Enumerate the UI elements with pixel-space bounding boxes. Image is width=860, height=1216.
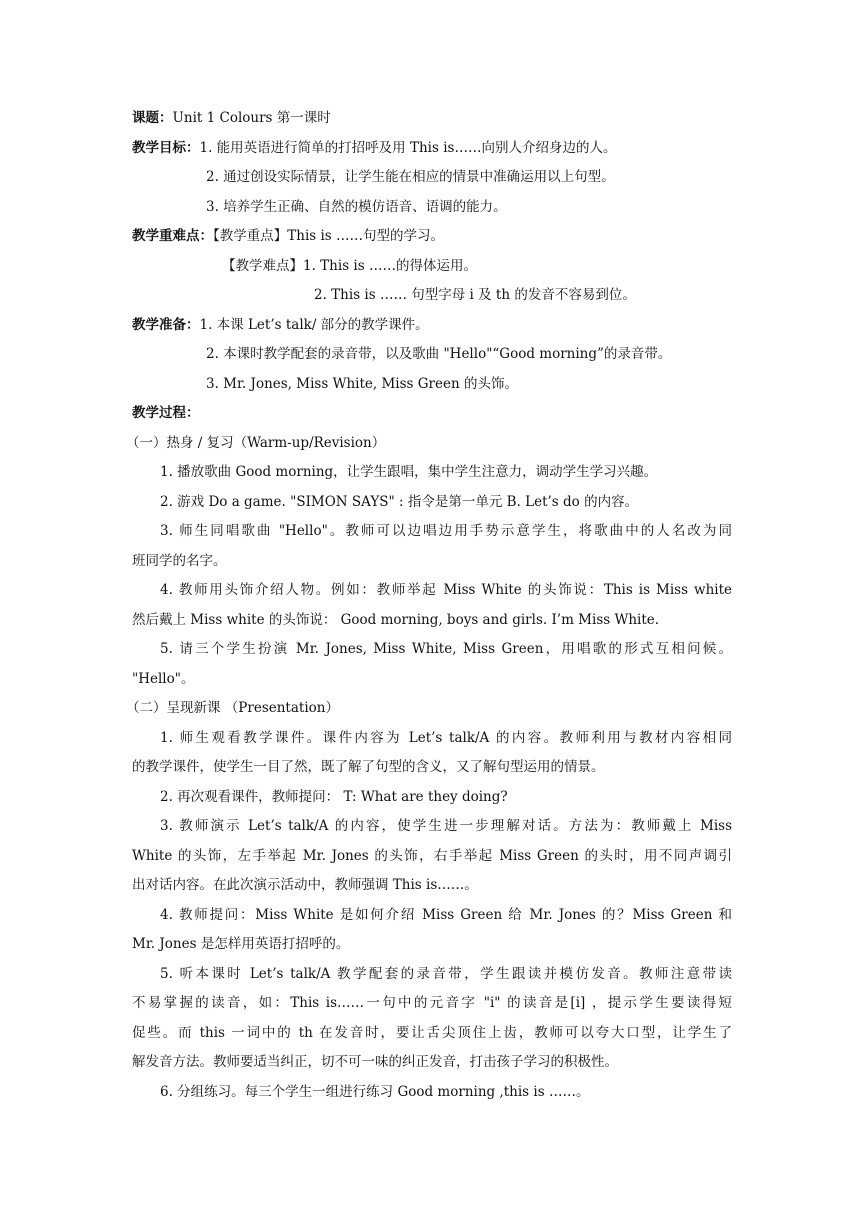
- difficulty-2: 2. This is …… 句型字母 i 及 th 的发音不容易到位。: [314, 287, 636, 303]
- preparation-label: 教学准备：: [132, 316, 200, 333]
- prep-item-1: [132, 311, 732, 341]
- paragraph-line: 出对话内容。在此次演示活动中，教师强调 This is……。: [132, 877, 478, 893]
- paragraph-line: "Hello"。: [132, 670, 195, 687]
- paragraph-line: 4. 教师用头饰介绍人物。例如：教师举起 Miss White 的头饰说：This is Miss white: [160, 582, 732, 598]
- paragraph-line: 然后戴上 Miss white 的头饰说： Good morning, boys and girls. I’m Miss White.: [132, 611, 660, 628]
- prep-text: 1. 本课 Let’s talk/ 部分的教学课件。: [199, 316, 429, 333]
- goal-text: 1. 能用英语进行简单的打招呼及用 This is……向别人介绍身边的人。: [199, 139, 617, 156]
- paragraph-line: 5. 请三个学生扮演 Mr. Jones, Miss White, Miss Green，用唱歌的形式互相问候。: [160, 641, 732, 657]
- paragraph-line: 解发音方法。教师要适当纠正，切不可一味的纠正发音，打击孩子学习的积极性。: [132, 1054, 618, 1070]
- paragraph-line: 3. 师生同唱歌曲 "Hello"。教师可以边唱边用手势示意学生，将歌曲中的人名改为同: [160, 523, 732, 539]
- goal-item-2: 2. 通过创设实际情景，让学生能在相应的情景中准确运用以上句型。: [206, 169, 615, 185]
- paragraph-line: 1. 播放歌曲 Good morning，让学生跟唱，集中学生注意力，调动学生学习兴趣。: [160, 464, 658, 480]
- paragraph-line: 促些。而 this 一词中的 th 在发音时，要让舌尖顶住上齿，教师可以夸大口型，让学生了: [132, 1024, 732, 1041]
- keypoints-focus: [132, 222, 732, 252]
- paragraph-line: 6. 分组练习。每三个学生一组进行练习 Good morning ,this is ……。: [160, 1083, 590, 1100]
- section-1-heading: （一）热身 / 复习（Warm-up/Revision）: [126, 434, 386, 451]
- goals-label: 教学目标：: [132, 139, 200, 156]
- goal-item-3: 3. 培养学生正确、自然的模仿语音、语调的能力。: [206, 198, 507, 215]
- difficulty-1: 【教学难点】1. This is ……的得体运用。: [222, 257, 477, 274]
- focus-text: 【教学重点】This is ……句型的学习。: [213, 228, 445, 244]
- paragraph-line: White 的头饰，左手举起 Mr. Jones 的头饰，右手举起 Miss Green 的头时，用不同声调引: [132, 847, 732, 864]
- paragraph-line: Mr. Jones 是怎样用英语打招呼的。: [132, 936, 350, 952]
- lesson-title: [132, 104, 732, 134]
- goal-item-1: [132, 134, 732, 164]
- paragraph-line: 5. 听本课时 Let’s talk/A 教学配套的录音带，学生跟读并模仿发音。教师注意带读: [160, 965, 732, 982]
- paragraph-line: 2. 再次观看课件，教师提问： T: What are they doing?: [160, 788, 508, 805]
- title-text: Unit 1 Colours 第一课时: [172, 110, 331, 126]
- paragraph-line: 2. 游戏 Do a game. "SIMON SAYS" : 指令是第一单元 B. Let’s do 的内容。: [160, 493, 639, 510]
- paragraph-line: 班同学的名字。: [132, 552, 227, 569]
- paragraph-line: 4. 教师提问：Miss White 是如何介绍 Miss Green 给 Mr. Jones 的？Miss Green 和: [160, 906, 732, 923]
- paragraph-line: 的教学课件，使学生一目了然，既了解了句型的含义，又了解句型运用的情景。: [132, 759, 605, 775]
- section-2-heading: （二）呈现新课 （Presentation）: [126, 700, 339, 716]
- paragraph-line: 1. 师生观看教学课件。课件内容为 Let’s talk/A 的内容。教师利用与教材内容相同: [160, 729, 732, 746]
- paragraph-line: 3. 教师演示 Let’s talk/A 的内容，使学生进一步理解对话。方法为：教师戴上 Miss: [160, 818, 732, 834]
- paragraph-line: 不易掌握的读音，如：This is……一句中的元音字 "i" 的读音是[i] ，提示学生要读得短: [132, 995, 732, 1011]
- keypoints-label: 教学重难点：: [132, 228, 213, 244]
- lesson-plan: [126, 104, 732, 1107]
- prep-item-2: 2. 本课时教学配套的录音带，以及歌曲 "Hello"“Good morning”的录音带。: [206, 346, 672, 362]
- process-label: 教学过程：: [132, 405, 200, 421]
- prep-item-3: 3. Mr. Jones, Miss White, Miss Green 的头饰。: [206, 375, 518, 392]
- title-label: 课题：: [132, 110, 173, 126]
